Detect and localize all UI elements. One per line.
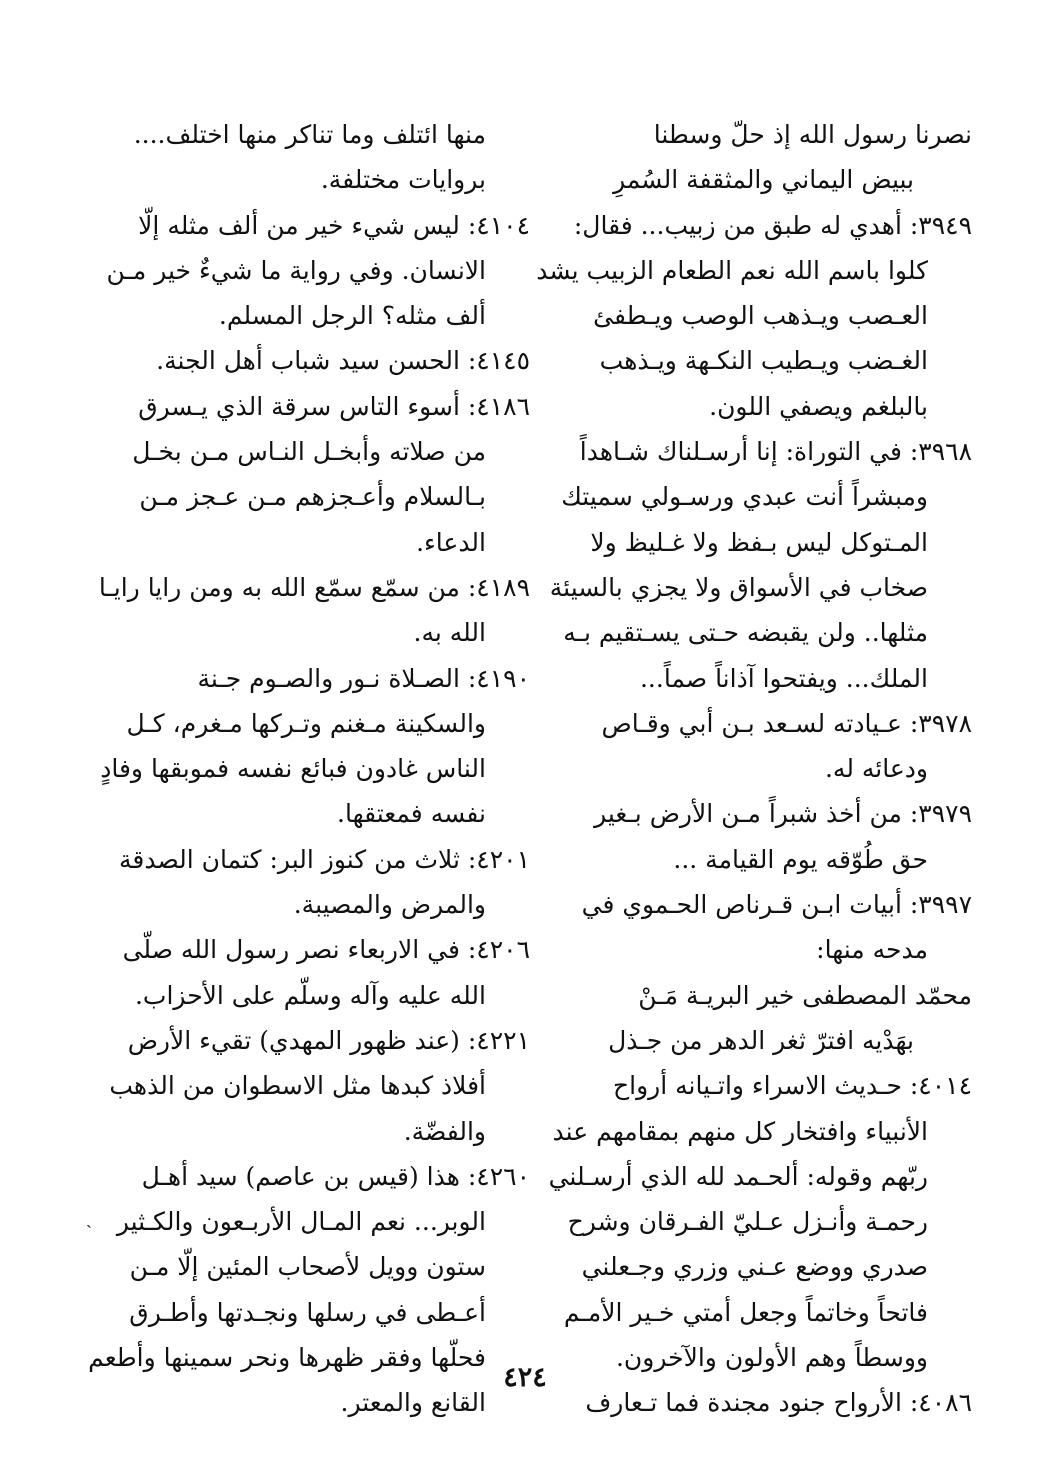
text-line: فاتحاً وخاتماً وجعل أمتي خـير الأمـم (563, 1297, 928, 1327)
page-number: ٤٢٤ (503, 1362, 547, 1393)
text-line: ٣٩٩٧: أبيات ابـن قـرناص الحـموي في (581, 890, 972, 920)
text-line: الملك... ويفتحوا آذاناً صماً... (639, 663, 928, 693)
text-line: ٤١٨٩: من سمّع سمّع الله به ومن رايا رايـا (98, 572, 530, 602)
text-line: ٤٢٠٦: في الاربعاء نصر رسول الله صلّى (122, 935, 530, 965)
text-line: بـالسلام وأعـجزهم مـن عـجز مـن (139, 482, 486, 512)
text-line: ومبشراً أنت عبدي ورسـولي سميتك (561, 482, 928, 512)
text-line: بروايات مختلفة. (320, 165, 486, 195)
text-line: منها ائتلف وما تناكر منها اختلف.... (133, 120, 486, 149)
text-line: الانسان. وفي رواية ما شيءٌ خير مـن (106, 255, 486, 285)
text-line: رحمـة وأنـزل عـليّ الفـرقان وشرح (567, 1207, 928, 1237)
right-column (536, 112, 972, 1426)
text-line: ٤٠٨٦: الأرواح جنود مجندة فما تـعارف (585, 1388, 972, 1418)
left-column (88, 112, 530, 1426)
text-line: ٤٢٢١: (عند ظهور المهدي) تقيء الأرض (127, 1025, 530, 1055)
text-line: بالبلغم ويصفي اللون. (709, 391, 928, 421)
text-line: ٤١٤٥: الحسن سيد شباب أهل الجنة. (156, 346, 530, 376)
text-line: ستون وويل لأصحاب المئين إلّا مـن (129, 1252, 486, 1282)
text-line: بهَدْيه افترّ ثغر الدهر من جـذل (608, 1025, 914, 1055)
text-line: ٤١٠٤: ليس شيء خير من ألف مثله إلّا (138, 210, 530, 240)
text-line: الأنبياء وافتخار كل منهم بمقامهم عند (552, 1116, 928, 1146)
text-line: مدحه منها: (816, 935, 928, 965)
text-line: الوبر... نعم المـال الأربـعون والكـثير (116, 1207, 486, 1237)
text-line: ووسطاً وهم الأولون والآخرون. (615, 1343, 928, 1373)
text-line: كلوا باسم الله نعم الطعام الزبيب يشد (536, 255, 928, 285)
text-line: القانع والمعتر. (340, 1388, 486, 1418)
text-line: نصرنا رسول الله إذ حلّ وسطنا (653, 120, 972, 149)
text-line: ربّهم وقوله: ألحـمد لله الذي أرسـلني (548, 1161, 928, 1191)
stray-mark: ˏ (86, 1208, 92, 1229)
text-line: ٤٠١٤: حـديث الاسراء واتـيانه أرواح (613, 1071, 972, 1101)
text-line: أفلاذ كبدها مثل الاسطوان من الذهب (109, 1071, 486, 1101)
text-line: فحلّها وفقر ظهرها ونحر سمينها وأطعم (88, 1343, 486, 1373)
text-line: صدري ووضع عـني وزري وجـعلني (581, 1252, 928, 1282)
text-line: ٤٢٠١: ثلاث من كنوز البر: كتمان الصدقة (118, 844, 530, 874)
text-line: ٣٩٧٨: عـيادته لسـعد بـن أبي وقـاص (601, 708, 972, 738)
text-line: ٤٢٦٠: هذا (قيس بن عاصم) سيد أهـل (141, 1161, 530, 1191)
text-line: ٣٩٤٩: أهدي له طبق من زبيب... فقال: (573, 210, 972, 240)
text-line: محمّد المصطفى خير البريـة مَـنْ (638, 980, 972, 1010)
text-line: والفضّة. (403, 1116, 486, 1146)
text-line: والمرض والمصيبة. (293, 890, 486, 920)
text-line: الناس غادون فبائع نفسه فموبقها وفادٍ (100, 754, 486, 784)
text-line: مثلها.. ولن يقبضه حـتى يسـتقيم بـه (563, 618, 928, 648)
text-line: الدعاء. (416, 527, 486, 557)
text-line: ٤١٨٦: أسوء التاس سرقة الذي يـسرق (138, 391, 530, 421)
text-line: ٣٩٧٩: من أخذ شبراً مـن الأرض بـغير (594, 799, 972, 829)
text-line: الله به. (413, 618, 486, 648)
text-line: الغـضب ويـطيب النكـهة ويـذهب (599, 346, 928, 376)
text-line: من صلاته وأبخـل النـاس مـن بخـل (132, 437, 486, 467)
text-line: ٣٩٦٨: في التوراة: إنا أرسـلناك شـاهداً (579, 437, 972, 467)
text-line: الله عليه وآله وسلّم على الأحزاب. (134, 980, 486, 1010)
text-line: حق طُوّقه يوم القيامة ... (673, 844, 928, 874)
text-line: ودعائه له. (824, 754, 928, 784)
text-line: العـصب ويـذهب الوصب ويـطفئ (593, 301, 928, 331)
text-line: صخاب في الأسواق ولا يجزي بالسيئة (549, 572, 928, 602)
text-line: المـتوكل ليس بـفظ ولا غـليظ ولا (590, 527, 928, 557)
text-line: نفسه فمعتقها. (337, 799, 486, 829)
text-line: والسكينة مـغنم وتـركها مـغرم، كـل (126, 708, 486, 738)
text-line: ٤١٩٠: الصـلاة نـور والصـوم جـنة (197, 663, 530, 693)
text-line: أعـطى في رسلها ونجـدتها وأطـرق (129, 1297, 486, 1327)
text-line: ببيض اليماني والمثقفة السُمرِ (613, 165, 914, 195)
text-line: ألف مثله؟ الرجل المسلم. (218, 301, 486, 331)
